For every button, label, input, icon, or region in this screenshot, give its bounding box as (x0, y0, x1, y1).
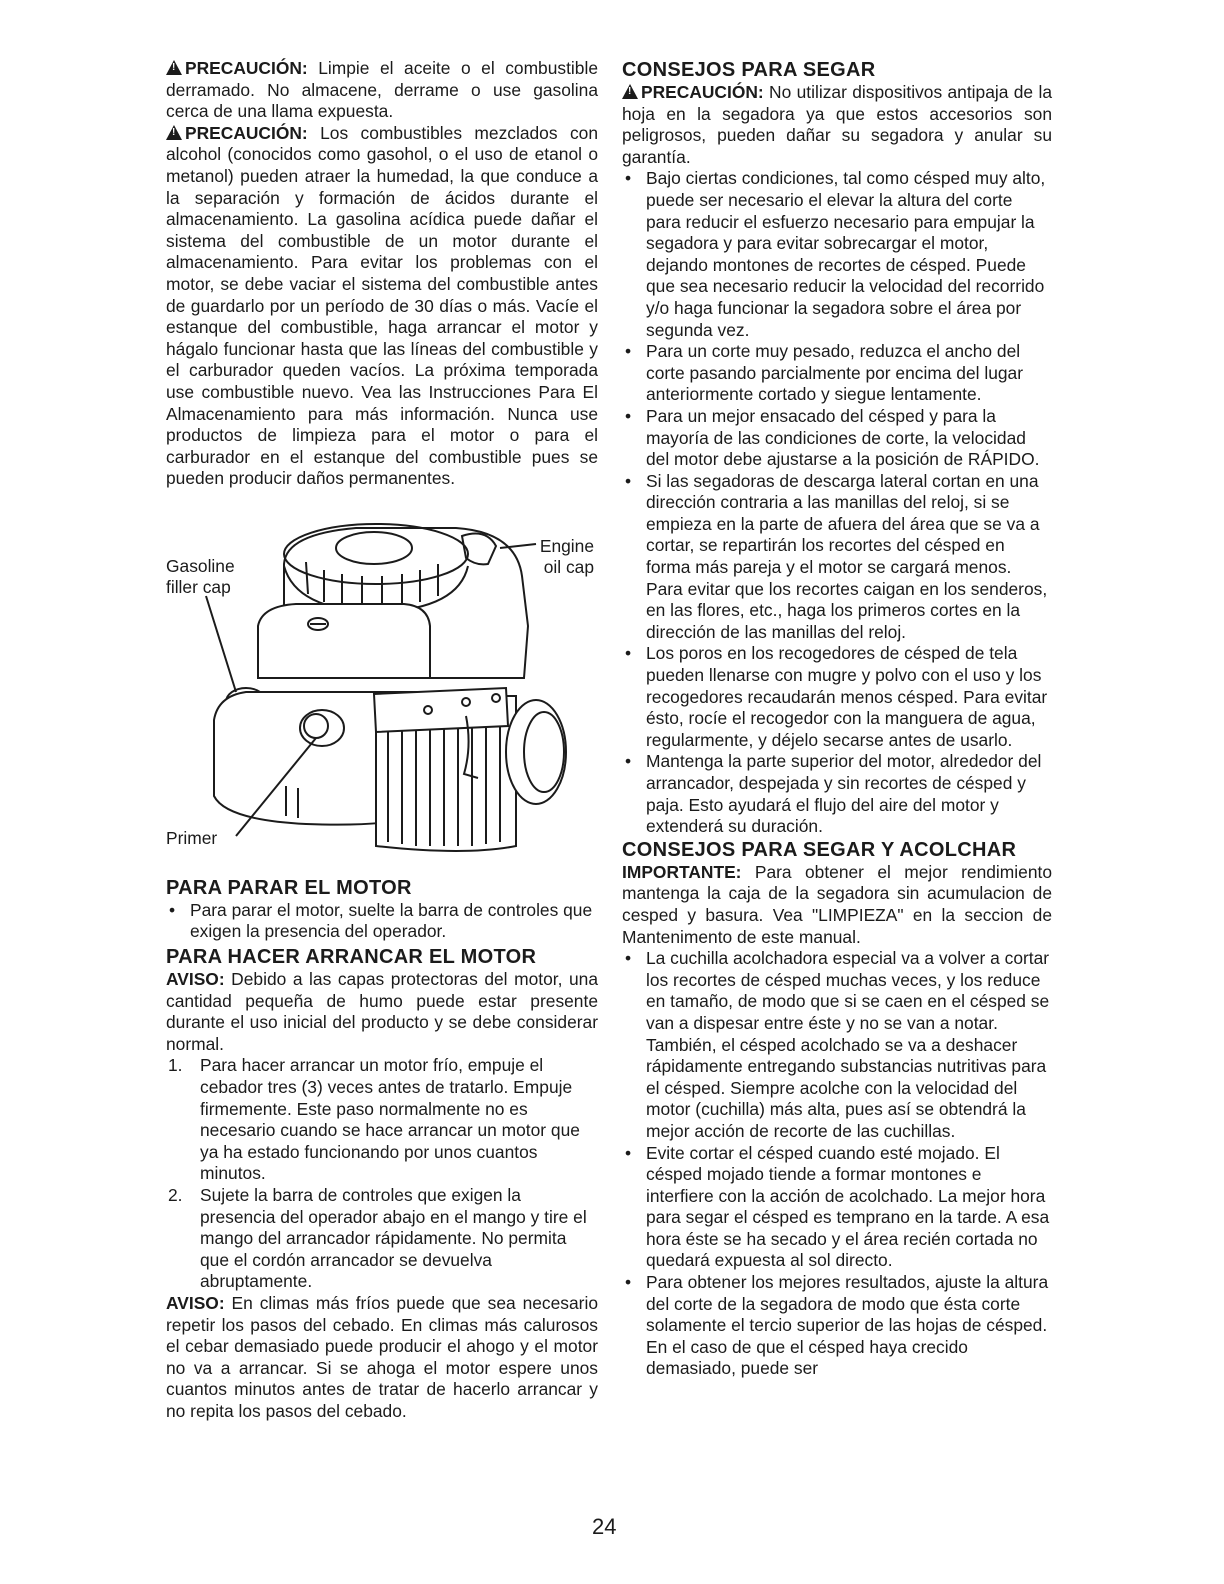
gasoline-filler-cap-label: Gasoline filler cap (166, 555, 235, 597)
caution-text: No utilizar dispositivos antipaja de la hoja en la segadora ya que estos accesorios son peligrosos, pueden dañar su segadora y anular su garantía. (622, 82, 1052, 167)
step-number: 1. (168, 1055, 183, 1076)
engine-figure (166, 506, 598, 866)
important-text: Para obtener el mejor rendimiento mantenga la caja de la segadora sin acumulacion de cesped y basura. Vea "LIMPIEZA" en la seccion de Mantenimento de este manual. (622, 861, 1052, 947)
list-item: • Para obtener los mejores resultados, ajuste la altura del corte de la segadora de modo que ésta corte solamente el tercio superior de las hojas de césped. En el caso de que el césped haya crecido demasiado, puede ser (622, 1272, 1052, 1380)
list-item: • Mantenga la parte superior del motor, alrededor del arrancador, despejada y sin recortes de césped y paja. Esto ayudará el flujo del aire del motor y extenderá su duración. (622, 751, 1052, 837)
aviso-label: AVISO: (166, 969, 225, 990)
list-item: • Para un mejor ensacado del césped y para la mayoría de las condiciones de corte, la velocidad del motor debe ajustarse a la posición de RÁPIDO. (622, 406, 1052, 471)
primer-label: Primer (166, 827, 218, 848)
step-text: Sujete la barra de controles que exigen la presencia del operador abajo en el mango y tire el mango del arrancador rápidamente. No permita que el cordón arrancador se devuelva abruptamente. (200, 1185, 587, 1292)
list-item: • Para un corte muy pesado, reduzca el ancho del corte pasando parcialmente por encima del lugar anteriormente cortado y siegue lentamente. (622, 341, 1052, 406)
caution-antipaja-paragraph (622, 82, 1052, 168)
caution-label: PRECAUCIÓN: (185, 122, 308, 143)
caution-text: Los combustibles mezclados con alcohol (conocidos como gasohol, o el uso de etanol o metanol) pueden atraer la humedad, la que conduce a la separación y formación de ácidos durante el almacenamiento. La gasolina acídica puede dañar el sistema del combustible de un motor durante el almacenamiento. Para evitar los problemas con el motor, se debe vaciar el sistema del combustible antes de guardarlo por un período de 30 días o más. Vacíe el estanque del combustible, haga arrancar el motor y hágalo funcionar hasta que las líneas del combustible y el carburador queden vacíos. La próxima temporada use combustible nuevo. Vea las Instrucciones Para El Almacenamiento para más información. Nunca use productos de limpieza para el motor o para el carburador en el estanque del combustible pues se pueden producir daños permanentes. (166, 122, 598, 489)
list-item: • Para parar el motor, suelte la barra de controles que exigen la presencia del operador. (166, 900, 598, 943)
engine-oil-cap-label: Engine oil cap (539, 535, 594, 577)
list-item: • La cuchilla acolchadora especial va a volver a cortar los recortes de césped muchas veces, y los reduce en tamaño, de modo que si se caen en el césped se van a dispesar entre éste y no se van a notar. También, el césped acolchado se va a deshacer rápidamente entregando substancias nutritivas para el césped. Siempre acolche con la velocidad del motor (cuchilla) más alta, pues así se obtendrá la mejor acción de recorte de las cuchillas. (622, 948, 1052, 1142)
caution-spill-paragraph (166, 58, 598, 123)
caution-alcohol-paragraph (166, 123, 598, 490)
mulching-tips-list (622, 948, 1052, 1380)
warning-triangle-icon (622, 84, 638, 99)
important-label: IMPORTANTE: (622, 861, 742, 882)
warning-triangle-icon (166, 60, 182, 75)
list-item: • Los poros en los recogedores de césped de tela pueden llenarse con mugre y polvo con el uso y los recogedores recaudarán menos césped. Para evitar ésto, rocíe el recogedor con la manguera de agua, regularmente, y déjelo secarse antes de usarlo. (622, 643, 1052, 751)
aviso-smoke-paragraph (166, 969, 598, 1055)
step-number: 2. (168, 1185, 183, 1205)
mowing-tips-heading: CONSEJOS PARA SEGAR (622, 59, 876, 81)
caution-label: PRECAUCIÓN: (641, 82, 764, 102)
mowing-tips-list (622, 168, 1052, 837)
aviso-text: En climas más fríos puede que sea necesario repetir los pasos del cebado. En climas más calurosos el cebar demasiado puede producir el ahogo y el motor no va a arrancar. Si se ahoga el motor espere unos cuantos minutos antes de tratar de hacerlo arrancar y no repita los pasos del cebado. (166, 1292, 598, 1421)
step-text: Para hacer arrancar un motor frío, empuje el cebador tres (3) veces antes de tratarlo. Empuje firmemente. Este paso normalmente no es necesario cuando se hace arrancar un motor que ya ha estado funcionando por unos cuantos minutos. (200, 1055, 580, 1184)
aviso-label: AVISO: (166, 1292, 225, 1313)
list-item: • Bajo ciertas condiciones, tal como césped muy alto, puede ser necesario el elevar la altura del corte para reducir el esfuerzo necesario para empujar la segadora y para evitar sobrecargar el motor, dejando montones de recortes de césped. Puede que sea necesario reducir la velocidad del recorrido y/o haga funcionar la segadora sobre el área por segunda vez. (622, 168, 1052, 341)
left-column (166, 58, 598, 1423)
stop-engine-list (166, 900, 598, 943)
aviso-cold-paragraph (166, 1293, 598, 1423)
stop-engine-heading: PARA PARAR EL MOTOR (166, 876, 412, 899)
caution-label: PRECAUCIÓN: (185, 58, 308, 78)
page-number: 24 (592, 1514, 617, 1539)
caution-text: Limpie el aceite o el combustible derramado. No almacene, derrame o use gasolina cerca de una llama expuesta. (166, 58, 598, 122)
start-engine-heading: PARA HACER ARRANCAR EL MOTOR (166, 946, 537, 969)
list-item (166, 1055, 598, 1185)
start-steps-list (166, 1055, 598, 1293)
mulching-tips-heading: CONSEJOS PARA SEGAR Y ACOLCHAR (622, 838, 1017, 861)
list-item: • Evite cortar el césped cuando esté mojado. El césped mojado tiende a formar montones e interfiere con la acción de acolchado. La mejor hora para segar el césped es temprano en la tarde. A esa hora éste se ha secado y el área recién cortada no quedará expuesta al sol directo. (622, 1143, 1052, 1273)
right-column (622, 58, 1052, 1380)
warning-triangle-icon (166, 125, 182, 140)
list-item: • Si las segadoras de descarga lateral cortan en una dirección contraria a las manillas del reloj, si se empieza en la parte de afuera del área que se va a cortar, se repartirán los recortes del césped en forma más pareja y el motor se cargará menos. Para evitar que los recortes caigan en los senderos, en las flores, etc., haga los primeros cortes en la dirección de las manillas del reloj. (622, 471, 1052, 644)
list-item (166, 1185, 598, 1293)
aviso-text: Debido a las capas protectoras del motor, una cantidad pequeña de humo puede estar presente durante el uso inicial del producto y se debe considerar normal. (166, 969, 598, 1054)
important-paragraph (622, 862, 1052, 948)
